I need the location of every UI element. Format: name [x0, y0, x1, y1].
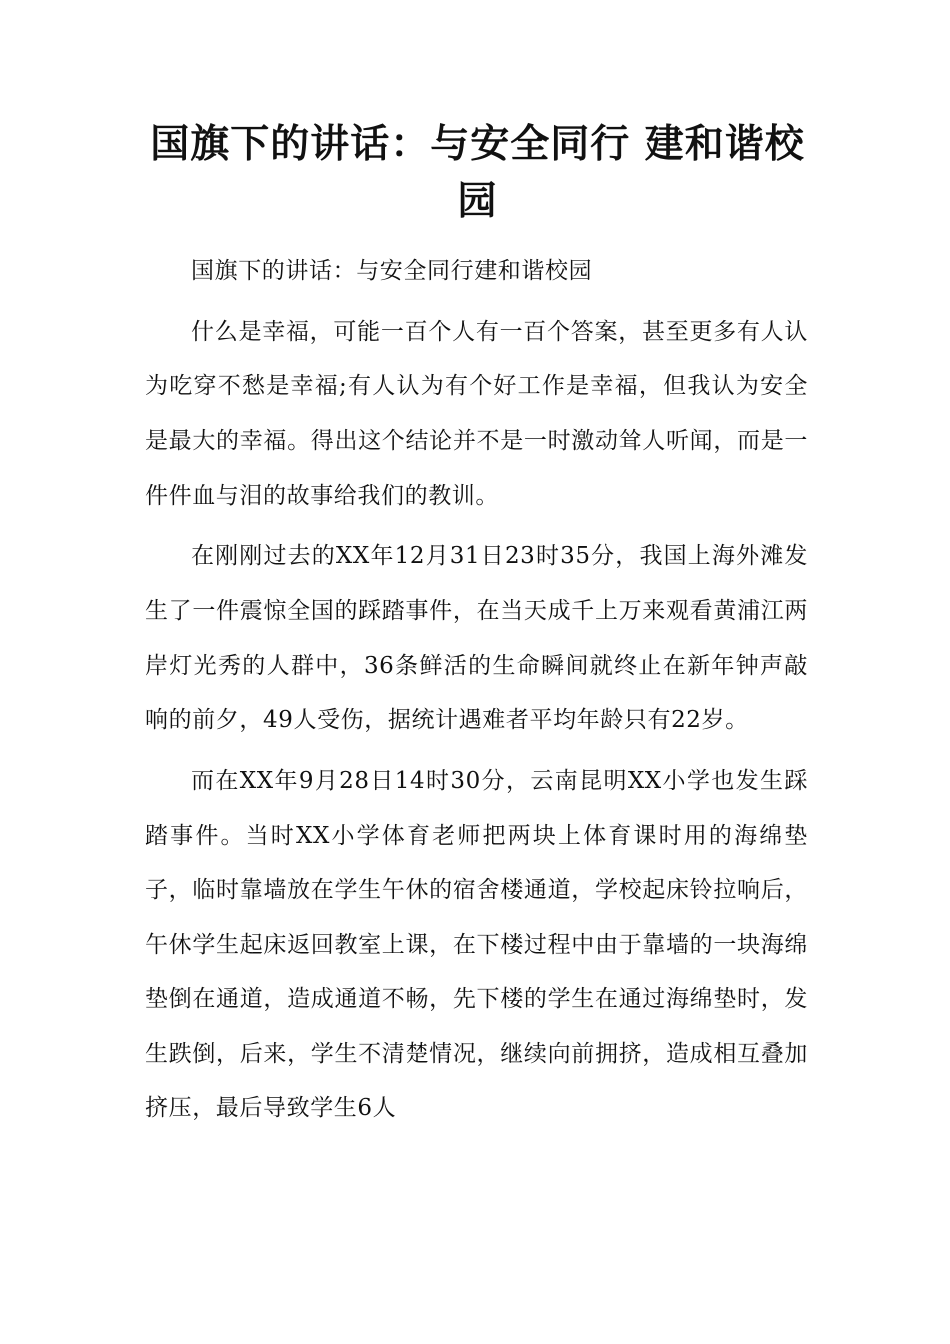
paragraph-shanghai-incident: 在刚刚过去的XX年12月31日23时35分，我国上海外滩发生了一件震惊全国的踩踏事件，在当天成千上万来观看黄浦江两岸灯光秀的人群中，36条鲜活的生命瞬间就终止在新年钟声敲响的前夕，49人受伤，据统计遇难者平均年龄只有22岁。	[145, 543, 808, 734]
paragraph-subtitle: 国旗下的讲话：与安全同行建和谐校园	[191, 258, 593, 284]
paragraph-happiness: 什么是幸福，可能一百个人有一百个答案，甚至更多有人认为吃穿不愁是幸福;有人认为有个好工作是幸福，但我认为安全是最大的幸福。得出这个结论并不是一时激动耸人听闻，而是一件件血与泪的故事给我们的教训。	[145, 318, 808, 509]
paragraph-kunming-incident: 而在XX年9月28日14时30分，云南昆明XX小学也发生踩踏事件。当时XX小学体育老师把两块上体育课时用的海绵垫子，临时靠墙放在学生午休的宿舍楼通道，学校起床铃拉响后，午休学生起床返回教室上课，在下楼过程中由于靠墙的一块海绵垫倒在通道，造成通道不畅，先下楼的学生在通过海绵垫时，发生跌倒，后来，学生不清楚情况，继续向前拥挤，造成相互叠加挤压，最后导致学生6人	[145, 767, 808, 1122]
document-body	[145, 244, 808, 1142]
document-title: 国旗下的讲话：与安全同行 建和谐校园	[150, 122, 805, 224]
